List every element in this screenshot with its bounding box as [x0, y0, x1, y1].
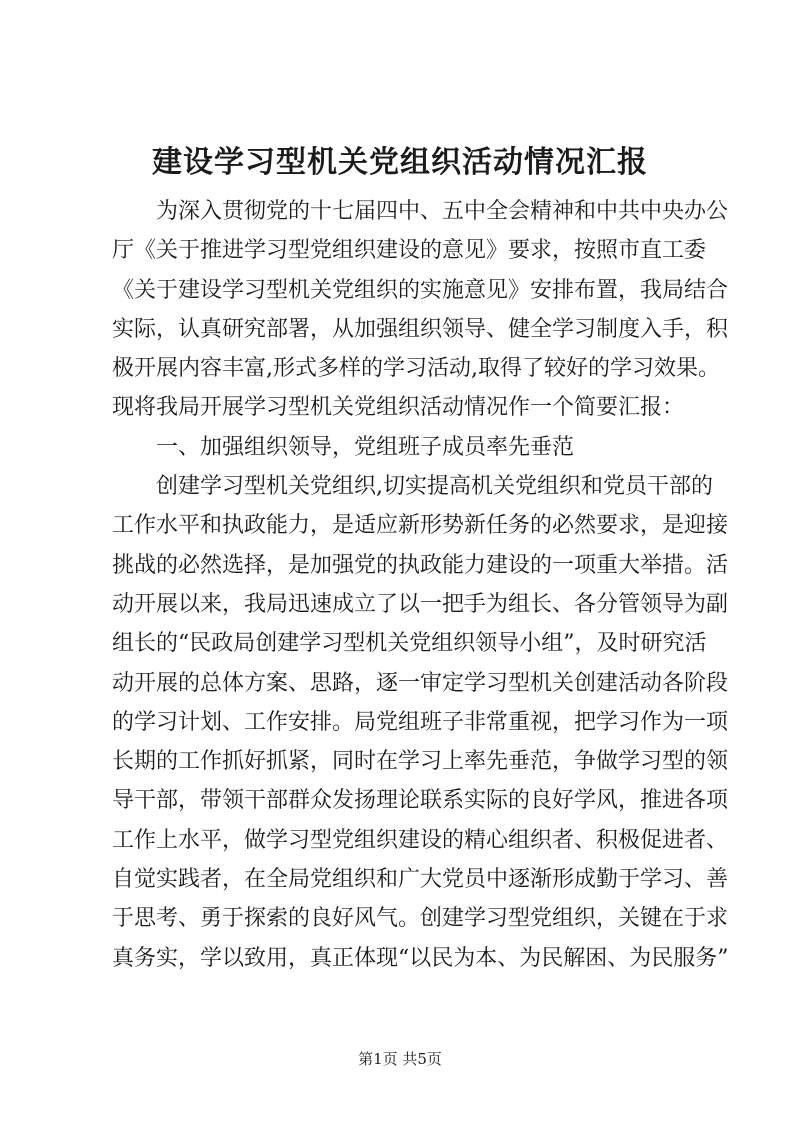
paragraph-line: 创建学习型机关党组织,切实提高机关党组织和党员干部的 — [156, 474, 713, 500]
paragraph-line: 工作上水平，做学习型党组织建设的精心组织者、积极促进者、 — [112, 827, 729, 853]
paragraph-line: 自觉实践者，在全局党组织和广大党员中逐渐形成勤于学习、善 — [112, 867, 729, 893]
paragraph-line: 于思考、勇于探索的良好风气。创建学习型党组织，关键在于求 — [112, 906, 729, 932]
paragraph-line: 极开展内容丰富,形式多样的学习活动,取得了较好的学习效果。 — [112, 356, 720, 382]
document-body — [112, 192, 729, 978]
paragraph-line: 《关于建设学习型机关党组织的实施意见》安排布置，我局结合 — [112, 277, 729, 303]
document-title: 建设学习型机关党组织活动情况汇报 — [152, 145, 648, 180]
paragraph-line: 挑战的必然选择，是加强党的执政能力建设的一项重大举措。活 — [112, 552, 729, 578]
paragraph-line: 工作水平和执政能力，是适应新形势新任务的必然要求，是迎接 — [112, 513, 729, 539]
paragraph-line: 厅《关于推进学习型党组织建设的意见》要求，按照市直工委 — [112, 238, 707, 264]
section-heading: 一、加强组织领导，党组班子成员率先垂范 — [156, 434, 575, 460]
paragraph-line: 的学习计划、工作安排。局党组班子非常重视，把学习作为一项 — [112, 709, 729, 735]
paragraph-line: 导干部，带领干部群众发扬理论联系实际的良好学风，推进各项 — [112, 788, 729, 814]
paragraph-line: 组长的“民政局创建学习型机关党组织领导小组”，及时研究活 — [112, 631, 707, 657]
page-footer: 第1页 共5页 — [358, 1050, 442, 1068]
paragraph-line: 现将我局开展学习型机关党组织活动情况作一个简要汇报： — [112, 395, 685, 421]
paragraph-line: 动开展以来，我局迅速成立了以一把手为组长、各分管领导为副 — [112, 591, 729, 617]
paragraph-line: 动开展的总体方案、思路，逐一审定学习型机关创建活动各阶段 — [112, 670, 729, 696]
paragraph-line: 长期的工作抓好抓紧，同时在学习上率先垂范，争做学习型的领 — [112, 749, 729, 775]
paragraph-line: 为深入贯彻党的十七届四中、五中全会精神和中共中央办公 — [156, 199, 729, 224]
paragraph-line: 实际，认真研究部署，从加强组织领导、健全学习制度入手，积 — [112, 316, 729, 342]
paragraph-line: 真务实，学以致用，真正体现“以民为本、为民解困、为民服务” — [112, 945, 729, 971]
